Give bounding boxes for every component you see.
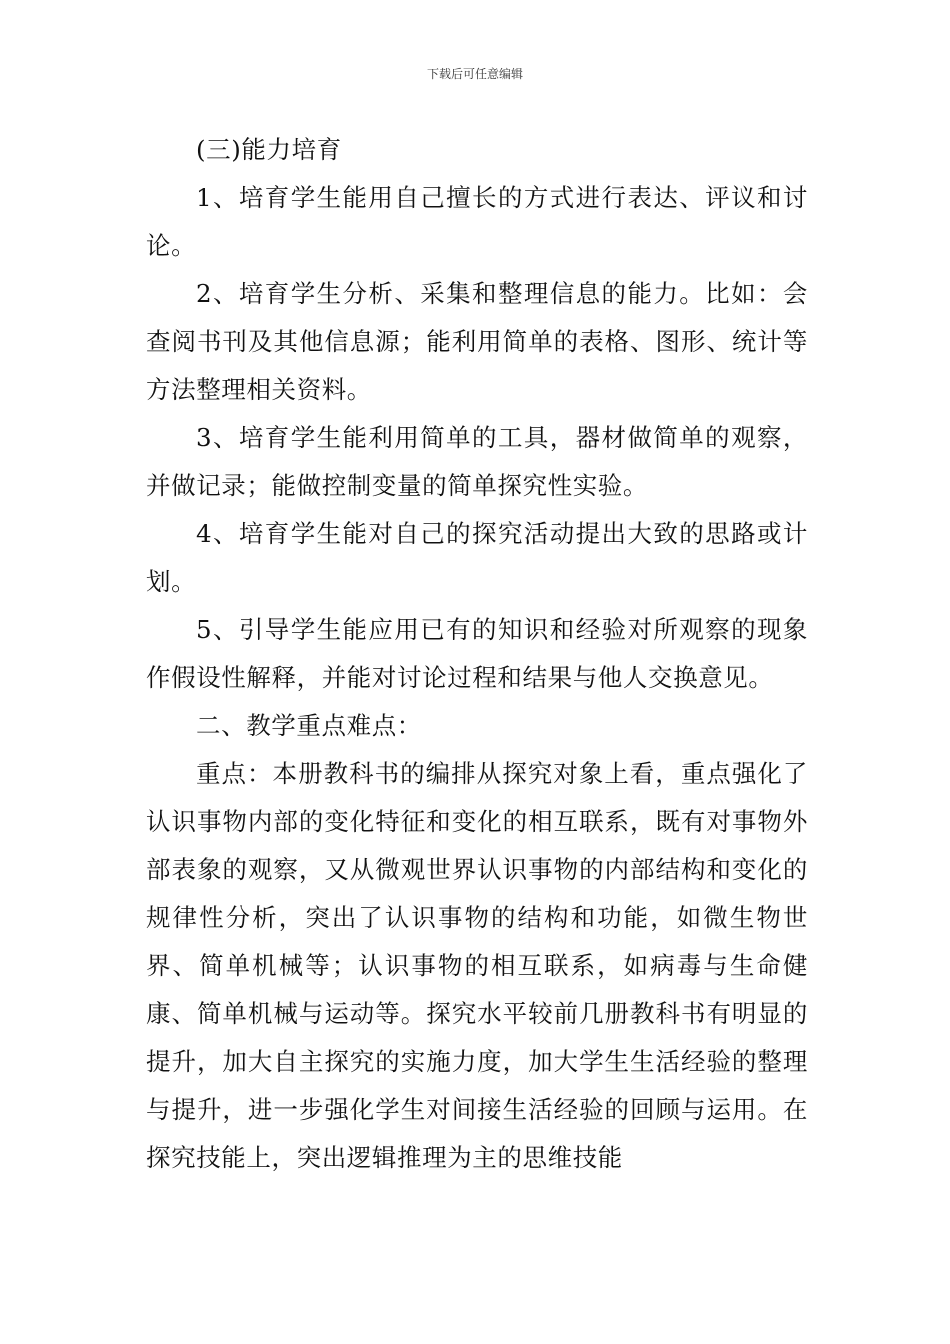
section-heading-ability: (三)能力培育 [196, 135, 342, 164]
page-header: 下载后可任意编辑 [426, 67, 523, 81]
paragraph-item-4: 4、培育学生能对自己的探究活动提出大致的思路或计划。 [146, 519, 808, 596]
paragraph-item-5: 5、引导学生能应用已有的知识和经验对所观察的现象作假设性解释，并能对讨论过程和结果与他人交换意见。 [146, 615, 808, 692]
paragraph-key-points: 重点：本册教科书的编排从探究对象上看，重点强化了认识事物内部的变化特征和变化的相互联系，既有对事物外部表象的观察，又从微观世界认识事物的内部结构和变化的规律性分析，突出了认识事物的结构和功能，如微生物世界、简单机械等；认识事物的相互联系，如病毒与生命健康、简单机械与运动等。探究水平较前几册教科书有明显的提升，加大自主探究的实施力度，加大学生生活经验的整理与提升，进一步强化学生对间接生活经验的回顾与运用。在探究技能上，突出逻辑推理为主的思维技能 [146, 759, 808, 1172]
paragraph-item-3: 3、培育学生能利用简单的工具，器材做简单的观察，并做记录；能做控制变量的简单探究性实验。 [146, 423, 808, 500]
section-heading-key-points: 二、教学重点难点： [196, 711, 422, 740]
paragraph-item-1: 1、培育学生能用自己擅长的方式进行表达、评议和讨论。 [146, 183, 808, 260]
document-body [146, 126, 808, 1182]
paragraph-item-2: 2、培育学生分析、采集和整理信息的能力。比如：会查阅书刊及其他信息源；能利用简单的表格、图形、统计等方法整理相关资料。 [146, 279, 808, 404]
